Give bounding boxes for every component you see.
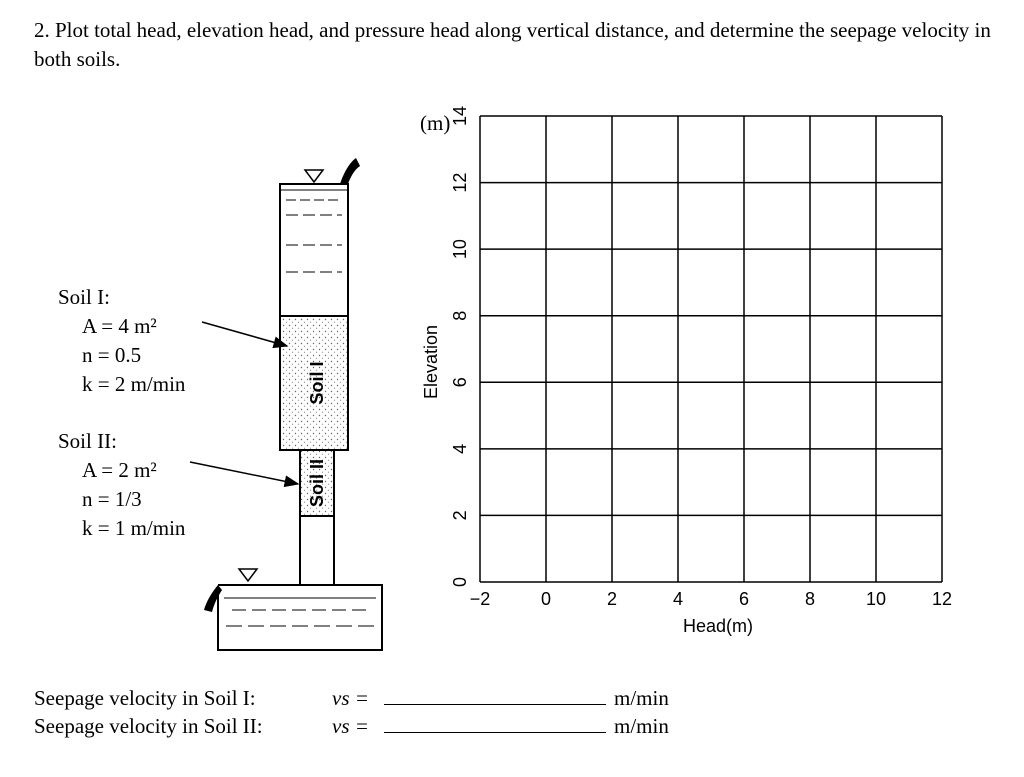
y-axis-unit: (m) xyxy=(420,111,451,135)
y-tick-label: 2 xyxy=(450,510,470,521)
answer-row-soil-2 xyxy=(34,714,669,739)
head-chart xyxy=(450,106,952,609)
answer-symbol-soil-2: vs = xyxy=(332,714,369,738)
x-axis-label: Head(m) xyxy=(682,616,754,636)
answer-unit-soil-1: m/min xyxy=(614,686,669,710)
y-tick-label: 14 xyxy=(450,105,470,127)
x-tick-label: 0 xyxy=(540,589,552,609)
x-tick-label: 10 xyxy=(865,589,887,609)
soil-1-arrow xyxy=(202,322,287,346)
soil-2-permeability: k = 1 m/min xyxy=(82,516,186,540)
x-tick-label: 6 xyxy=(738,589,750,609)
x-tick-label: 8 xyxy=(804,589,816,609)
answer-blank-soil-1[interactable] xyxy=(384,686,606,705)
soil-2-column-label: Soil II xyxy=(307,458,327,508)
y-tick-label: 6 xyxy=(450,377,470,388)
x-tick-label: 4 xyxy=(672,589,684,609)
answer-row-soil-1 xyxy=(34,686,669,711)
water-level-icon xyxy=(305,170,323,182)
x-tick-label: 2 xyxy=(606,589,618,609)
soil-2-porosity: n = 1/3 xyxy=(82,487,142,511)
soil-2-title: Soil II: xyxy=(58,429,117,453)
y-axis-label: Elevation xyxy=(421,324,441,400)
y-tick-label: 12 xyxy=(450,172,470,193)
y-tick-label: 0 xyxy=(450,576,470,588)
soil-1-porosity: n = 0.5 xyxy=(82,343,142,367)
soil-1-permeability: k = 2 m/min xyxy=(82,372,186,396)
soil-2-area: A = 2 m² xyxy=(82,458,157,482)
answer-symbol-soil-1: vs = xyxy=(332,686,369,710)
outflow-icon xyxy=(204,585,222,612)
upper-column xyxy=(280,184,348,450)
y-tick-label: 10 xyxy=(450,239,470,260)
inflow-icon xyxy=(340,158,360,184)
y-tick-label: 4 xyxy=(450,443,470,454)
soil-1-area: A = 4 m² xyxy=(82,314,157,338)
answer-label-soil-2: Seepage velocity in Soil II: xyxy=(34,714,263,738)
x-tick-label: −2 xyxy=(469,589,491,609)
answer-blank-soil-2[interactable] xyxy=(384,714,606,733)
answer-label-soil-1: Seepage velocity in Soil I: xyxy=(34,686,256,710)
soil-2-arrow xyxy=(190,462,298,484)
water-level-icon xyxy=(239,569,257,581)
y-tick-label: 8 xyxy=(450,310,470,321)
x-tick-label: 12 xyxy=(931,589,953,609)
answer-unit-soil-2: m/min xyxy=(614,714,669,738)
question-text: 2. Plot total head, elevation head, and pressure head along vertical distance, and determine the seepage velocity in both soils. xyxy=(34,18,991,71)
soil-1-title: Soil I: xyxy=(58,285,110,309)
bottom-reservoir xyxy=(218,585,382,650)
soil-1-column-label: Soil I xyxy=(307,361,327,405)
